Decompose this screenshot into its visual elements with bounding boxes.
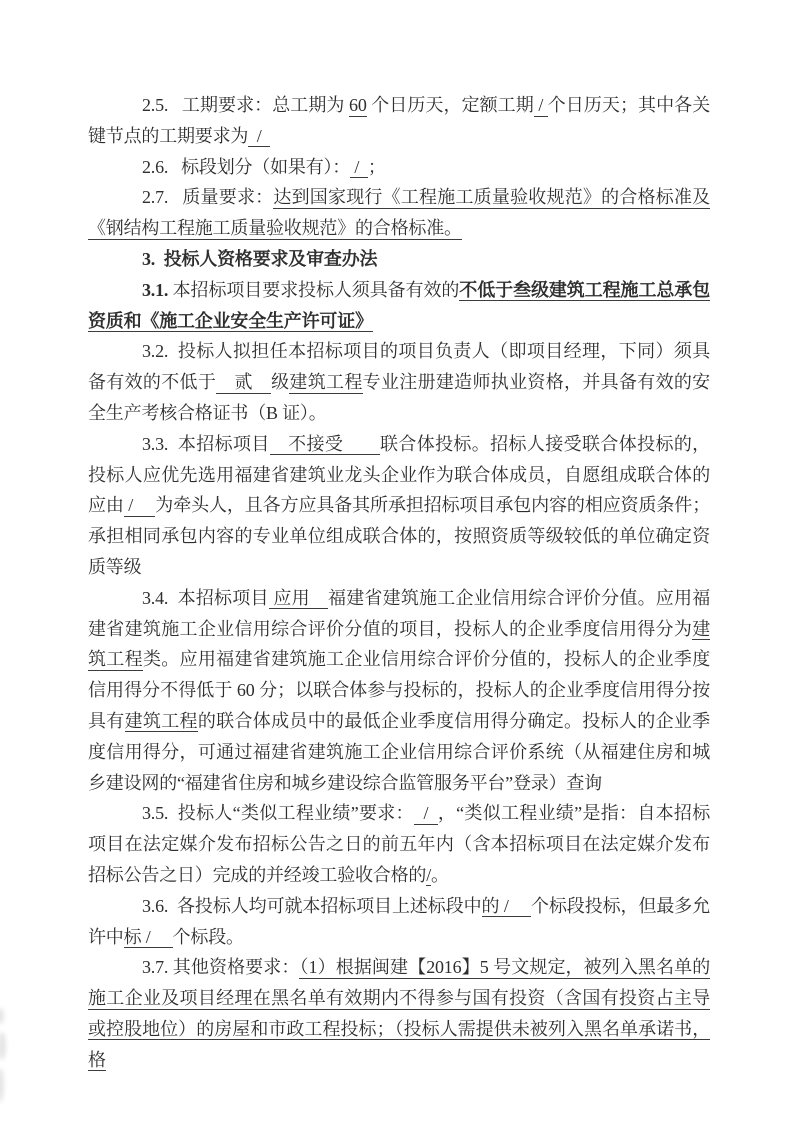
text-segment: 达到国家现行《工程施工质量验收规范》的合格标准及《钢结构工程施工质量验收规范》的合格标准。 [88,187,710,239]
text-segment: 60 [349,95,367,115]
text-segment: 3.4. 本招标项目 [142,587,269,608]
text-segment: 类。应用福建省建筑施工企业信用综合评价分值的，投标人的企业季度信用得分不得低于 60 分；以联合体参与投标的，投标人的企业季度信用得分按具有 [88,649,711,731]
text-segment: 个标段。 [172,926,244,947]
document-body [88,90,710,1076]
text-segment: ，“类似工程业绩”是指：自本招标项目在法定媒介发布招标公告之日的前五年内（含本招标项目在法定媒介发布招标公告之日）完成的并经竣工验收合格的 [88,803,711,885]
text-segment: 3. 投标人资格要求及审查办法 [142,248,378,269]
text-segment: 专业注册建造师执业资格，并具备有效的安全生产考核合格证书（B 证）。 [88,372,710,423]
text-segment: 的 / [481,895,531,916]
text-segment: 不低于叁级建筑工程施工总承包资质和《施工企业安全生产许可证》 [88,279,710,331]
text-segment: 个日历天；其中各关键节点的工期要求为 [88,95,711,146]
text-segment: 建筑工程 [124,710,198,731]
text-segment: 为牵头人，且各方应具备其所承担招标项目承包内容的相应资质条件；承担相同承包内容的专业单位组成联合体的，按照资质等级较低的单位确定资质等级 [88,495,710,577]
text-segment: 联合体投标。招标人接受联合体投标的，投标人应优先选用福建省建筑业龙头企业作为联合体成员，自愿组成联合体的应由 [88,433,710,516]
text-segment: 级 [271,372,290,393]
text-segment: 个标段投标，但最多允许中 [88,895,710,947]
text-segment: 不接受 [269,433,380,454]
text-segment: 2.5. 工期要求：总工期为 [142,95,350,115]
text-segment: 。 [431,864,449,885]
text-segment: 2.7. 质量要求： [142,187,274,208]
text-segment: 贰 [216,372,272,393]
text-segment: 建筑工程 [88,618,710,670]
clause-3-3-consortium-bidding [88,429,710,583]
text-segment: 3.2. 投标人拟担任本招标项目的项目负责人（即项目经理，下同）须具备有效的不低于 [88,341,710,393]
clause-3-1-qualification-grade [88,275,710,337]
text-segment: 3.5. 投标人“类似工程业绩”要求： [142,803,414,824]
text-segment: 个日历天，定额工期 [366,95,534,115]
text-segment: 福建省建筑施工企业信用综合评价分值。应用福建省建筑施工企业信用综合评价分值的项目，投标人的企业季度信用得分为 [88,587,710,639]
text-segment: 3.1. [142,279,169,300]
text-segment: 3.6. 各投标人均可就本招标项目上述标段中 [142,895,482,916]
text-segment: ； [367,156,386,177]
text-segment: / [123,495,156,516]
clause-2-5-duration-requirement [88,90,710,152]
text-segment: 本招标项目要求投标人须具备有效的 [168,279,460,300]
text-segment: / [350,156,368,177]
clause-3-4-credit-evaluation [88,583,710,799]
text-segment: / [533,95,548,115]
clause-2-7-quality-requirement [88,182,710,244]
clause-3-5-similar-project-record [88,798,710,890]
text-segment: 3.7. 其他资格要求： [142,957,300,978]
text-segment: / [248,125,271,146]
text-segment: / [426,864,432,885]
text-segment: 的联合体成员中的最低企业季度信用得分确定。投标人的企业季度信用得分，可通过福建省建筑施工企业信用综合评价系统（从福建住房和城乡建设网的“福建省住房和城乡建设综合监管服务平台”登录）查询 [88,710,710,793]
clause-3-6-section-bid-limit [88,891,710,953]
heading-3-bidder-qualification [88,244,710,275]
text-segment: 3.3. 本招标项目 [142,433,270,454]
text-segment: （1）根据闽建【2016】5 号文规定，被列入黑名单的施工企业及项目经理在黑名单有效期内不得参与国有投资（含国有投资占主导或控股地位）的房屋和市政工程投标；（投标人需提供未被列入黑名单承诺书，格 [88,957,710,1070]
clause-2-6-section-division [88,152,710,183]
text-segment: 建筑工程 [289,372,363,393]
text-segment: 应用 [268,587,329,608]
clause-3-2-project-manager [88,336,710,428]
clause-3-7-other-requirements [88,952,710,1075]
text-segment: 标 / [123,926,173,947]
text-segment: / [413,803,438,824]
text-segment: 2.6. 标段划分（如果有）： [142,156,351,177]
